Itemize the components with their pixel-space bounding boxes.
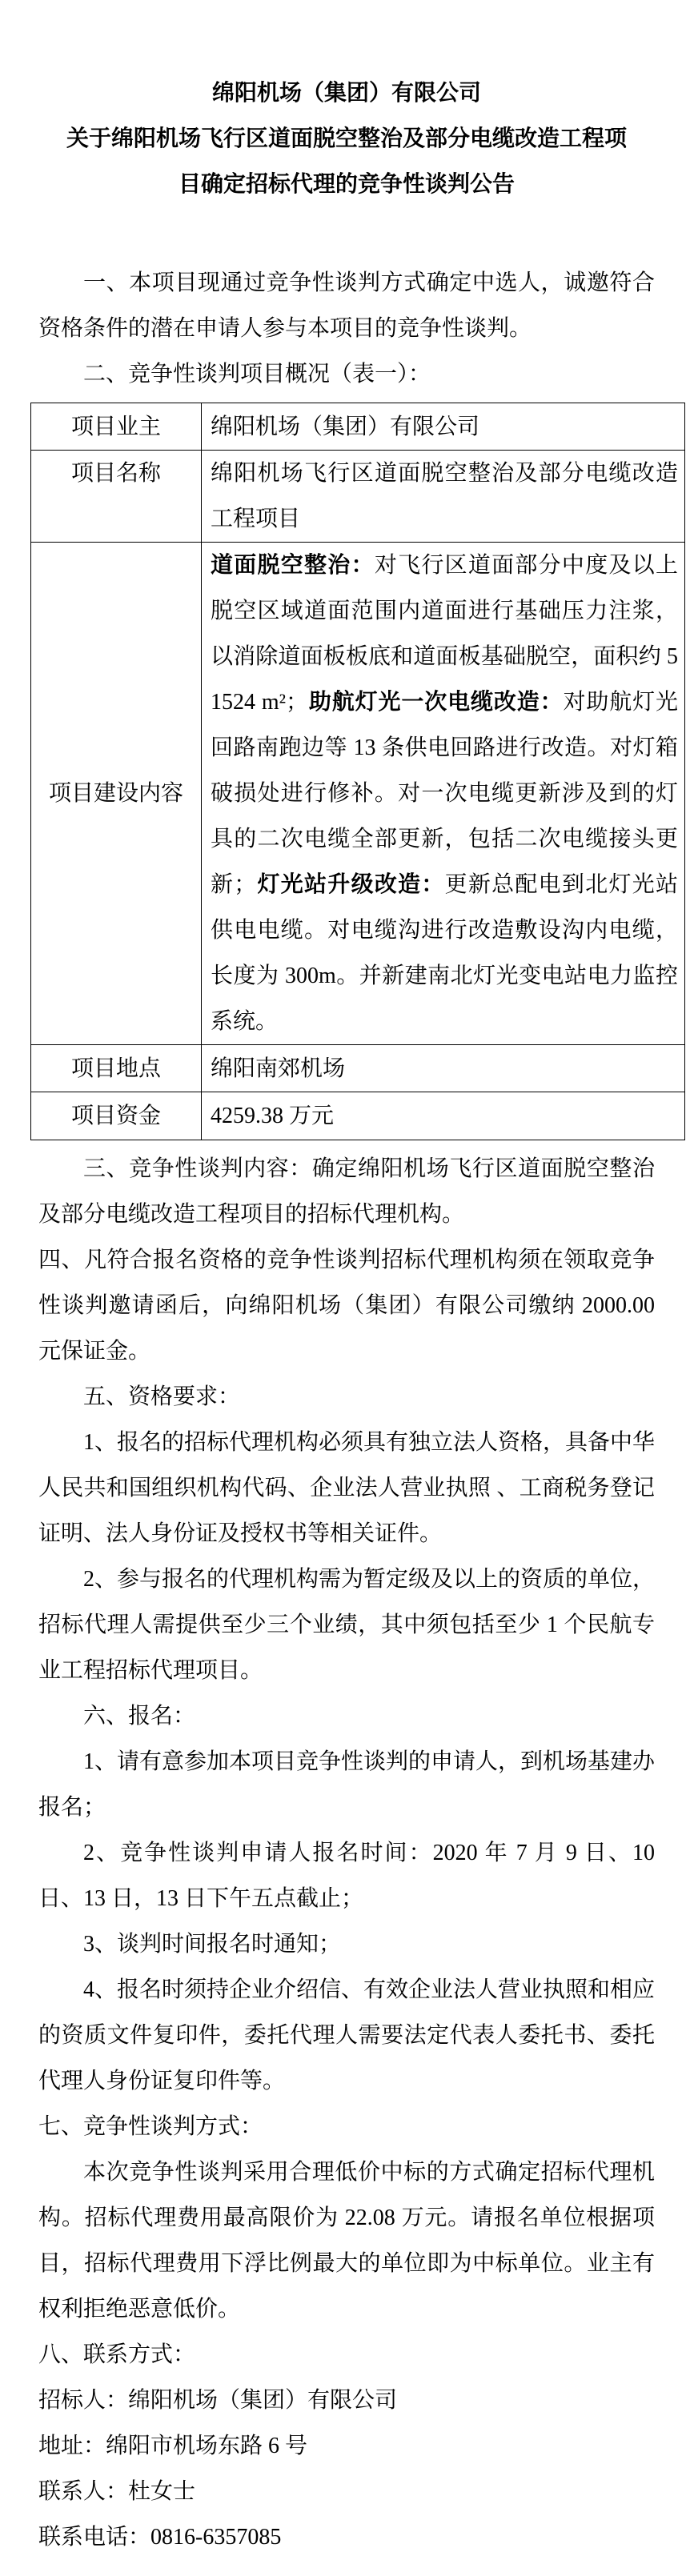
table-row [31,1092,685,1140]
content-segment: 4259.38 万元 [211,1104,335,1128]
paragraph: 招标人：绵阳机场（集团）有限公司 [38,2388,398,2413]
paragraph: 一、本项目现通过竞争性谈判方式确定中选人，诚邀符合资格条件的潜在申请人参与本项目的竞争性谈判。 [38,270,655,341]
paragraph: 2、参与报名的代理机构需为暂定级及以上的资质的单位，招标代理人需提供至少三个业绩，其中须包括至少 1 个民航专业工程招标代理项目。 [38,1567,656,1683]
paragraph: 二、竞争性谈判项目概况（表一）： [83,362,431,387]
paragraph: 3、谈判时间报名时通知； [83,1932,342,1957]
content-segment-bold: 灯光站升级改造： [256,872,445,897]
document-title-block [38,70,655,207]
table-row-label: 项目建设内容 [31,543,202,1045]
table-row-label: 项目业主 [31,403,202,451]
content-segment: 绵阳机场飞行区道面脱空整治及部分电缆改造工程项目 [211,461,678,531]
paragraph: 五、资格要求： [83,1384,241,1409]
paragraph: 联系人：杜女士 [38,2479,196,2504]
paragraph: 4、报名时须持企业介绍信、有效企业法人营业执照和相应的资质文件复印件，委托代理人需要法定代表人委托书、委托代理人身份证复印件等。 [38,1977,656,2093]
intro-paragraphs [38,260,655,397]
content-segment: 绵阳南郊机场 [211,1056,346,1081]
table-row [31,1045,685,1092]
content-segment: 绵阳机场（集团）有限公司 [211,414,480,439]
title-company: 绵阳机场（集团）有限公司 [211,81,481,106]
table-row [31,543,685,1045]
content-segment-bold: 助航灯光一次电缆改造： [308,690,564,715]
table-row-label: 项目资金 [31,1092,202,1140]
paragraph: 联系电话：0816-6357085 [38,2525,282,2550]
title-subject: 关于绵阳机场飞行区道面脱空整治及部分电缆改造工程项目确定招标代理的竞争性谈判公告 [66,126,627,197]
table-row-content [202,451,685,543]
table-row-content [202,1045,685,1092]
paragraph: 四、凡符合报名资格的竞争性谈判招标代理机构须在领取竞争性谈判邀请函后，向绵阳机场（集团）有限公司缴纳 2000.00 元保证金。 [38,1248,655,1364]
table-row [31,451,685,543]
paragraph: 三、竞争性谈判内容：确定绵阳机场飞行区道面脱空整治及部分电缆改造工程项目的招标代理机构。 [38,1156,655,1227]
paragraph: 本次竞争性谈判采用合理低价中标的方式确定招标代理机构。招标代理费用最高限价为 22.08 万元。请报名单位根据项目，招标代理费用下浮比例最大的单位即为中标单位。业主有权利拒绝恶意低价。 [38,2160,655,2322]
paragraph: 六、报名： [83,1704,196,1729]
content-segment-bold: 道面脱空整治： [211,553,375,578]
paragraph: 地址：绵阳市机场东路 6 号 [38,2434,308,2458]
content-segment: 更新总配电到北灯光站供电电缆。对电缆沟进行改造敷设沟内电缆，长度为 300m。并新建南北灯光变电站电力监控系统。 [211,872,678,1034]
content-segment: 对助航灯光回路南跑边等 13 条供电回路进行改造。对灯箱破损处进行修补。对一次电缆更新涉及到的灯具的二次电缆全部更新，包括二次电缆接头更新； [211,690,678,897]
body-paragraphs [38,1146,655,2560]
paragraph: 七、竞争性谈判方式： [38,2114,263,2139]
table-row-content [202,403,685,451]
table-row [31,403,685,451]
content-segment: 对飞行区道面部分中度及以上脱空区域道面范围内道面进行基础压力注浆，以消除道面板板底和道面板基础脱空，面积约 51524 m²； [211,553,678,715]
paragraph: 八、联系方式： [38,2342,196,2367]
table-row-label: 项目名称 [31,451,202,543]
project-overview-table [30,403,685,1140]
paragraph: 1、请有意参加本项目竞争性谈判的申请人，到机场基建办报名； [38,1749,656,1820]
paragraph: 2、竞争性谈判申请人报名时间：2020 年 7 月 9 日、10 日、13 日，13 日下午五点截止； [38,1841,655,1911]
paragraph: 1、报名的招标代理机构必须具有独立法人资格，具备中华人民共和国组织机构代码、企业法人营业执照 、工商税务登记证明、法人身份证及授权书等相关证件。 [38,1430,656,1546]
table-row-content [202,1092,685,1140]
table-row-content [202,543,685,1045]
table-row-label: 项目地点 [31,1045,202,1092]
